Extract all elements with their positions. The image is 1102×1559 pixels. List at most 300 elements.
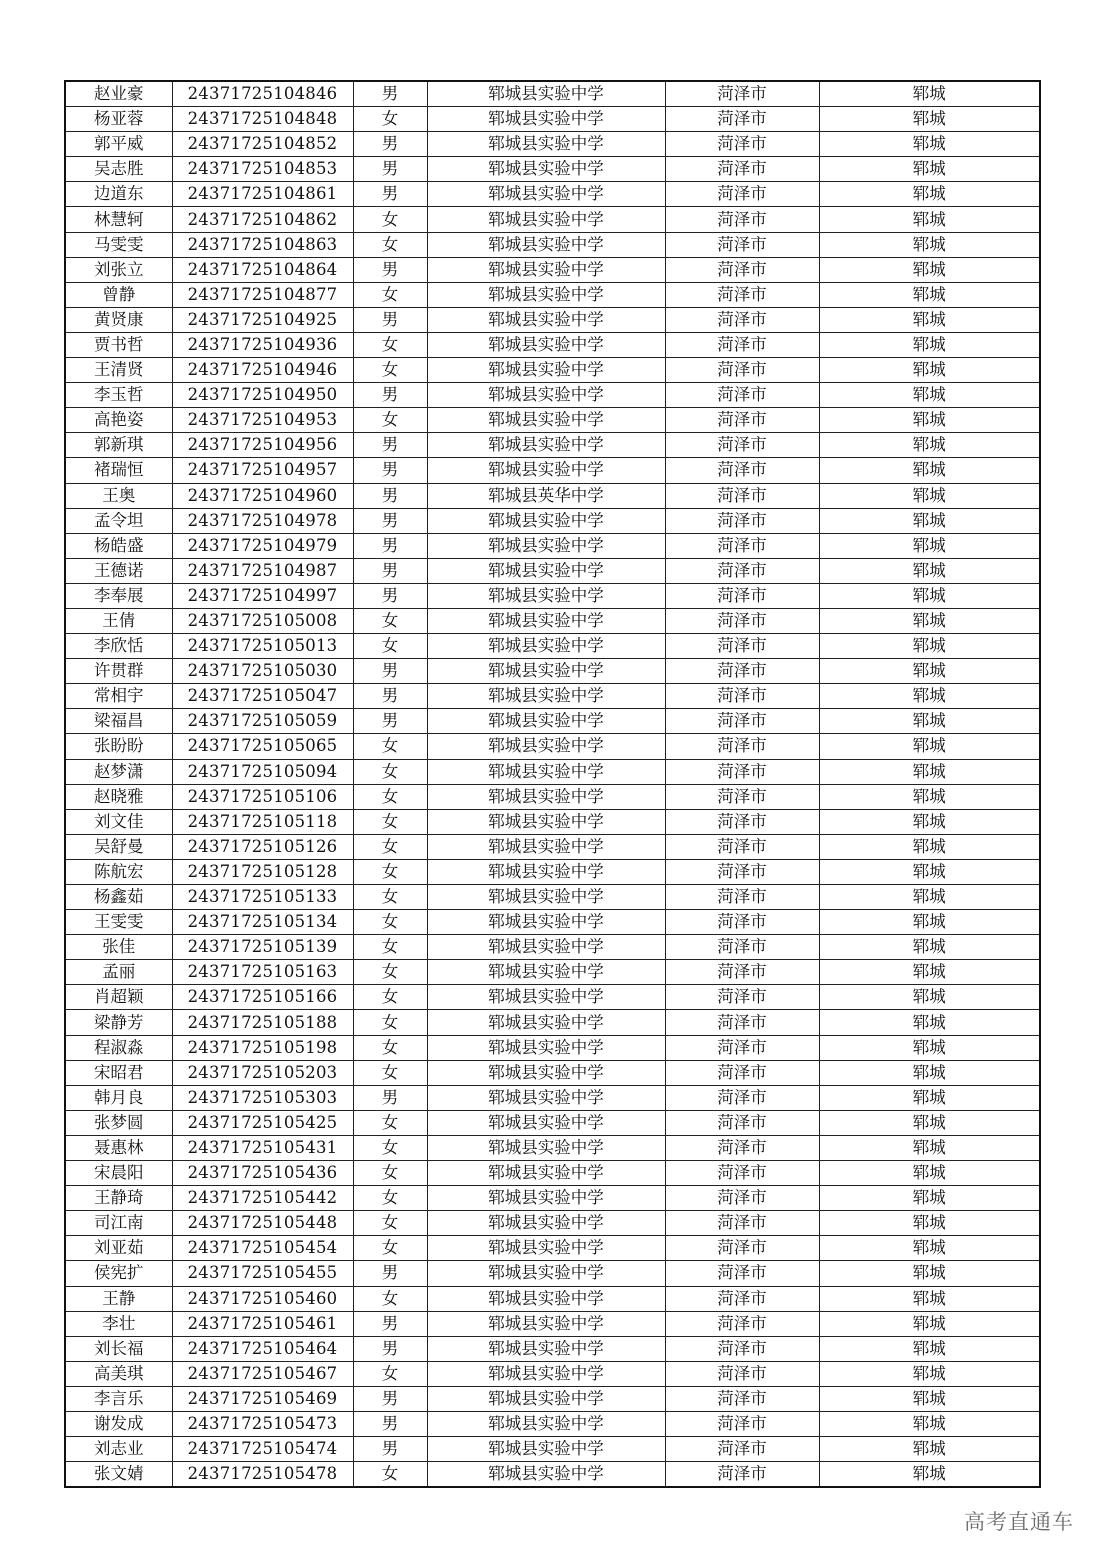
student-name-cell: 梁福昌: [65, 709, 172, 734]
county-cell: 郓城: [819, 1336, 1040, 1361]
school-cell: 郓城县实验中学: [427, 383, 665, 408]
county-cell: 郓城: [819, 458, 1040, 483]
school-cell: 郓城县实验中学: [427, 282, 665, 307]
county-cell: 郓城: [819, 1161, 1040, 1186]
gender-cell: 男: [353, 307, 427, 332]
table-row: [65, 257, 1040, 282]
county-cell: 郓城: [819, 1135, 1040, 1160]
school-cell: 郓城县实验中学: [427, 107, 665, 132]
table-row: [65, 1010, 1040, 1035]
student-name-cell: 李玉哲: [65, 383, 172, 408]
student-name-cell: 宋晨阳: [65, 1161, 172, 1186]
county-cell: 郓城: [819, 759, 1040, 784]
school-cell: 郓城县实验中学: [427, 834, 665, 859]
student-name-cell: 常相宇: [65, 684, 172, 709]
student-name-cell: 李言乐: [65, 1386, 172, 1411]
student-name-cell: 韩月良: [65, 1085, 172, 1110]
student-name-cell: 边道东: [65, 182, 172, 207]
county-cell: 郓城: [819, 634, 1040, 659]
city-cell: 菏泽市: [665, 1010, 819, 1035]
city-cell: 菏泽市: [665, 232, 819, 257]
table-row: [65, 483, 1040, 508]
county-cell: 郓城: [819, 1186, 1040, 1211]
exam-id-cell: 24371725105198: [172, 1035, 353, 1060]
city-cell: 菏泽市: [665, 332, 819, 357]
student-name-cell: 王倩: [65, 608, 172, 633]
city-cell: 菏泽市: [665, 1361, 819, 1386]
county-cell: 郓城: [819, 1286, 1040, 1311]
county-cell: 郓城: [819, 859, 1040, 884]
student-name-cell: 刘文佳: [65, 809, 172, 834]
city-cell: 菏泽市: [665, 307, 819, 332]
school-cell: 郓城县实验中学: [427, 1386, 665, 1411]
student-name-cell: 王清贤: [65, 358, 172, 383]
exam-id-cell: 24371725104848: [172, 107, 353, 132]
school-cell: 郓城县实验中学: [427, 458, 665, 483]
student-name-cell: 程淑淼: [65, 1035, 172, 1060]
student-name-cell: 陈航宏: [65, 859, 172, 884]
student-name-cell: 刘张立: [65, 257, 172, 282]
gender-cell: 女: [353, 408, 427, 433]
exam-id-cell: 24371725105455: [172, 1261, 353, 1286]
school-cell: 郓城县实验中学: [427, 508, 665, 533]
city-cell: 菏泽市: [665, 634, 819, 659]
table-row: [65, 383, 1040, 408]
gender-cell: 女: [353, 634, 427, 659]
gender-cell: 男: [353, 257, 427, 282]
city-cell: 菏泽市: [665, 1135, 819, 1160]
county-cell: 郓城: [819, 182, 1040, 207]
county-cell: 郓城: [819, 257, 1040, 282]
school-cell: 郓城县实验中学: [427, 684, 665, 709]
county-cell: 郓城: [819, 684, 1040, 709]
gender-cell: 女: [353, 332, 427, 357]
student-name-cell: 李欣恬: [65, 634, 172, 659]
city-cell: 菏泽市: [665, 1336, 819, 1361]
gender-cell: 女: [353, 1211, 427, 1236]
student-name-cell: 王雯雯: [65, 910, 172, 935]
gender-cell: 男: [353, 81, 427, 107]
gender-cell: 女: [353, 960, 427, 985]
county-cell: 郓城: [819, 383, 1040, 408]
student-name-cell: 贾书哲: [65, 332, 172, 357]
city-cell: 菏泽市: [665, 759, 819, 784]
county-cell: 郓城: [819, 132, 1040, 157]
table-row: [65, 1361, 1040, 1386]
exam-id-cell: 24371725104987: [172, 558, 353, 583]
county-cell: 郓城: [819, 1010, 1040, 1035]
exam-id-cell: 24371725105128: [172, 859, 353, 884]
school-cell: 郓城县实验中学: [427, 433, 665, 458]
gender-cell: 女: [353, 207, 427, 232]
county-cell: 郓城: [819, 508, 1040, 533]
student-name-cell: 聂惠林: [65, 1135, 172, 1160]
table-row: [65, 684, 1040, 709]
county-cell: 郓城: [819, 558, 1040, 583]
exam-id-cell: 24371725104852: [172, 132, 353, 157]
county-cell: 郓城: [819, 1311, 1040, 1336]
school-cell: 郓城县实验中学: [427, 709, 665, 734]
school-cell: 郓城县实验中学: [427, 1236, 665, 1261]
school-cell: 郓城县实验中学: [427, 1311, 665, 1336]
exam-id-cell: 24371725105467: [172, 1361, 353, 1386]
gender-cell: 女: [353, 107, 427, 132]
city-cell: 菏泽市: [665, 1211, 819, 1236]
city-cell: 菏泽市: [665, 383, 819, 408]
gender-cell: 女: [353, 1035, 427, 1060]
exam-id-cell: 24371725105425: [172, 1110, 353, 1135]
city-cell: 菏泽市: [665, 1411, 819, 1436]
exam-id-cell: 24371725105431: [172, 1135, 353, 1160]
city-cell: 菏泽市: [665, 132, 819, 157]
exam-id-cell: 24371725105448: [172, 1211, 353, 1236]
county-cell: 郓城: [819, 885, 1040, 910]
exam-id-cell: 24371725104997: [172, 583, 353, 608]
city-cell: 菏泽市: [665, 558, 819, 583]
county-cell: 郓城: [819, 1361, 1040, 1386]
exam-id-cell: 24371725104862: [172, 207, 353, 232]
exam-id-cell: 24371725105464: [172, 1336, 353, 1361]
gender-cell: 男: [353, 433, 427, 458]
exam-id-cell: 24371725104877: [172, 282, 353, 307]
student-name-cell: 褚瑞恒: [65, 458, 172, 483]
gender-cell: 女: [353, 985, 427, 1010]
table-row: [65, 634, 1040, 659]
exam-id-cell: 24371725105030: [172, 659, 353, 684]
city-cell: 菏泽市: [665, 809, 819, 834]
school-cell: 郓城县实验中学: [427, 157, 665, 182]
gender-cell: 女: [353, 1286, 427, 1311]
county-cell: 郓城: [819, 1060, 1040, 1085]
exam-id-cell: 24371725104925: [172, 307, 353, 332]
gender-cell: 男: [353, 1386, 427, 1411]
student-name-cell: 杨皓盛: [65, 533, 172, 558]
roster-body: [65, 81, 1040, 1487]
exam-id-cell: 24371725104956: [172, 433, 353, 458]
student-name-cell: 孟丽: [65, 960, 172, 985]
exam-id-cell: 24371725105461: [172, 1311, 353, 1336]
city-cell: 菏泽市: [665, 709, 819, 734]
school-cell: 郓城县实验中学: [427, 634, 665, 659]
city-cell: 菏泽市: [665, 182, 819, 207]
gender-cell: 女: [353, 1110, 427, 1135]
student-name-cell: 郭新琪: [65, 433, 172, 458]
table-row: [65, 1035, 1040, 1060]
city-cell: 菏泽市: [665, 935, 819, 960]
county-cell: 郓城: [819, 935, 1040, 960]
city-cell: 菏泽市: [665, 784, 819, 809]
gender-cell: 男: [353, 458, 427, 483]
county-cell: 郓城: [819, 1411, 1040, 1436]
school-cell: 郓城县英华中学: [427, 483, 665, 508]
table-row: [65, 433, 1040, 458]
county-cell: 郓城: [819, 282, 1040, 307]
city-cell: 菏泽市: [665, 408, 819, 433]
school-cell: 郓城县实验中学: [427, 1186, 665, 1211]
school-cell: 郓城县实验中学: [427, 985, 665, 1010]
exam-id-cell: 24371725105133: [172, 885, 353, 910]
school-cell: 郓城县实验中学: [427, 809, 665, 834]
table-row: [65, 207, 1040, 232]
exam-id-cell: 24371725104946: [172, 358, 353, 383]
student-name-cell: 张佳: [65, 935, 172, 960]
student-name-cell: 杨鑫茹: [65, 885, 172, 910]
gender-cell: 女: [353, 859, 427, 884]
county-cell: 郓城: [819, 232, 1040, 257]
school-cell: 郓城县实验中学: [427, 1211, 665, 1236]
city-cell: 菏泽市: [665, 157, 819, 182]
student-name-cell: 赵晓雅: [65, 784, 172, 809]
table-row: [65, 935, 1040, 960]
county-cell: 郓城: [819, 1035, 1040, 1060]
table-row: [65, 107, 1040, 132]
school-cell: 郓城县实验中学: [427, 533, 665, 558]
gender-cell: 女: [353, 734, 427, 759]
school-cell: 郓城县实验中学: [427, 232, 665, 257]
student-name-cell: 许贯群: [65, 659, 172, 684]
student-name-cell: 王奥: [65, 483, 172, 508]
student-name-cell: 谢发成: [65, 1411, 172, 1436]
gender-cell: 女: [353, 1161, 427, 1186]
school-cell: 郓城县实验中学: [427, 207, 665, 232]
school-cell: 郓城县实验中学: [427, 408, 665, 433]
school-cell: 郓城县实验中学: [427, 1110, 665, 1135]
table-row: [65, 1437, 1040, 1462]
exam-id-cell: 24371725105469: [172, 1386, 353, 1411]
city-cell: 菏泽市: [665, 257, 819, 282]
table-row: [65, 1311, 1040, 1336]
student-name-cell: 宋昭君: [65, 1060, 172, 1085]
exam-id-cell: 24371725104864: [172, 257, 353, 282]
table-row: [65, 910, 1040, 935]
school-cell: 郓城县实验中学: [427, 1010, 665, 1035]
gender-cell: 女: [353, 1010, 427, 1035]
school-cell: 郓城县实验中学: [427, 759, 665, 784]
exam-id-cell: 24371725104979: [172, 533, 353, 558]
student-name-cell: 吴舒曼: [65, 834, 172, 859]
city-cell: 菏泽市: [665, 1311, 819, 1336]
table-row: [65, 232, 1040, 257]
school-cell: 郓城县实验中学: [427, 1462, 665, 1488]
city-cell: 菏泽市: [665, 483, 819, 508]
school-cell: 郓城县实验中学: [427, 1261, 665, 1286]
gender-cell: 女: [353, 358, 427, 383]
table-row: [65, 608, 1040, 633]
gender-cell: 男: [353, 132, 427, 157]
table-row: [65, 759, 1040, 784]
gender-cell: 男: [353, 1261, 427, 1286]
county-cell: 郓城: [819, 608, 1040, 633]
gender-cell: 女: [353, 232, 427, 257]
table-row: [65, 81, 1040, 107]
table-row: [65, 1236, 1040, 1261]
exam-id-cell: 24371725105303: [172, 1085, 353, 1110]
student-name-cell: 杨亚蓉: [65, 107, 172, 132]
city-cell: 菏泽市: [665, 107, 819, 132]
table-row: [65, 1386, 1040, 1411]
student-name-cell: 王德诺: [65, 558, 172, 583]
county-cell: 郓城: [819, 157, 1040, 182]
county-cell: 郓城: [819, 1261, 1040, 1286]
table-row: [65, 960, 1040, 985]
student-name-cell: 王静琦: [65, 1186, 172, 1211]
county-cell: 郓城: [819, 533, 1040, 558]
school-cell: 郓城县实验中学: [427, 81, 665, 107]
student-name-cell: 曾静: [65, 282, 172, 307]
table-row: [65, 659, 1040, 684]
gender-cell: 女: [353, 759, 427, 784]
city-cell: 菏泽市: [665, 1110, 819, 1135]
county-cell: 郓城: [819, 910, 1040, 935]
student-name-cell: 梁静芳: [65, 1010, 172, 1035]
city-cell: 菏泽市: [665, 508, 819, 533]
student-name-cell: 张盼盼: [65, 734, 172, 759]
city-cell: 菏泽市: [665, 583, 819, 608]
school-cell: 郓城县实验中学: [427, 307, 665, 332]
table-row: [65, 809, 1040, 834]
city-cell: 菏泽市: [665, 1085, 819, 1110]
table-row: [65, 859, 1040, 884]
exam-id-cell: 24371725104957: [172, 458, 353, 483]
city-cell: 菏泽市: [665, 282, 819, 307]
student-name-cell: 刘长福: [65, 1336, 172, 1361]
exam-id-cell: 24371725105065: [172, 734, 353, 759]
county-cell: 郓城: [819, 834, 1040, 859]
school-cell: 郓城县实验中学: [427, 583, 665, 608]
student-name-cell: 李壮: [65, 1311, 172, 1336]
school-cell: 郓城县实验中学: [427, 1286, 665, 1311]
city-cell: 菏泽市: [665, 1462, 819, 1488]
city-cell: 菏泽市: [665, 433, 819, 458]
school-cell: 郓城县实验中学: [427, 257, 665, 282]
table-row: [65, 1261, 1040, 1286]
school-cell: 郓城县实验中学: [427, 332, 665, 357]
table-row: [65, 508, 1040, 533]
gender-cell: 男: [353, 483, 427, 508]
gender-cell: 男: [353, 659, 427, 684]
school-cell: 郓城县实验中学: [427, 910, 665, 935]
gender-cell: 男: [353, 1311, 427, 1336]
student-name-cell: 司江南: [65, 1211, 172, 1236]
county-cell: 郓城: [819, 358, 1040, 383]
student-name-cell: 马雯雯: [65, 232, 172, 257]
city-cell: 菏泽市: [665, 207, 819, 232]
county-cell: 郓城: [819, 1211, 1040, 1236]
exam-id-cell: 24371725104936: [172, 332, 353, 357]
school-cell: 郓城县实验中学: [427, 1060, 665, 1085]
city-cell: 菏泽市: [665, 1161, 819, 1186]
exam-id-cell: 24371725105013: [172, 634, 353, 659]
table-row: [65, 583, 1040, 608]
table-row: [65, 1135, 1040, 1160]
student-name-cell: 刘志业: [65, 1437, 172, 1462]
table-row: [65, 734, 1040, 759]
table-row: [65, 985, 1040, 1010]
exam-id-cell: 24371725104863: [172, 232, 353, 257]
gender-cell: 男: [353, 1336, 427, 1361]
gender-cell: 女: [353, 282, 427, 307]
exam-id-cell: 24371725105008: [172, 608, 353, 633]
exam-id-cell: 24371725104846: [172, 81, 353, 107]
school-cell: 郓城县实验中学: [427, 784, 665, 809]
gender-cell: 女: [353, 1186, 427, 1211]
table-row: [65, 458, 1040, 483]
city-cell: 菏泽市: [665, 81, 819, 107]
city-cell: 菏泽市: [665, 608, 819, 633]
gender-cell: 女: [353, 809, 427, 834]
exam-id-cell: 24371725105166: [172, 985, 353, 1010]
county-cell: 郓城: [819, 408, 1040, 433]
school-cell: 郓城县实验中学: [427, 132, 665, 157]
table-row: [65, 1286, 1040, 1311]
school-cell: 郓城县实验中学: [427, 182, 665, 207]
city-cell: 菏泽市: [665, 985, 819, 1010]
table-row: [65, 784, 1040, 809]
table-row: [65, 307, 1040, 332]
student-name-cell: 吴志胜: [65, 157, 172, 182]
exam-id-cell: 24371725105442: [172, 1186, 353, 1211]
gender-cell: 女: [353, 1060, 427, 1085]
gender-cell: 女: [353, 885, 427, 910]
school-cell: 郓城县实验中学: [427, 1035, 665, 1060]
exam-id-cell: 24371725104978: [172, 508, 353, 533]
city-cell: 菏泽市: [665, 1437, 819, 1462]
gender-cell: 男: [353, 1411, 427, 1436]
table-row: [65, 358, 1040, 383]
school-cell: 郓城县实验中学: [427, 960, 665, 985]
student-name-cell: 王静: [65, 1286, 172, 1311]
city-cell: 菏泽市: [665, 1261, 819, 1286]
school-cell: 郓城县实验中学: [427, 608, 665, 633]
student-name-cell: 赵业豪: [65, 81, 172, 107]
city-cell: 菏泽市: [665, 1386, 819, 1411]
table-row: [65, 533, 1040, 558]
exam-id-cell: 24371725105047: [172, 684, 353, 709]
county-cell: 郓城: [819, 307, 1040, 332]
city-cell: 菏泽市: [665, 1236, 819, 1261]
county-cell: 郓城: [819, 483, 1040, 508]
exam-id-cell: 24371725104853: [172, 157, 353, 182]
gender-cell: 男: [353, 383, 427, 408]
gender-cell: 女: [353, 1135, 427, 1160]
exam-id-cell: 24371725104953: [172, 408, 353, 433]
student-name-cell: 李奉展: [65, 583, 172, 608]
exam-id-cell: 24371725105126: [172, 834, 353, 859]
school-cell: 郓城县实验中学: [427, 1361, 665, 1386]
gender-cell: 男: [353, 583, 427, 608]
school-cell: 郓城县实验中学: [427, 558, 665, 583]
gender-cell: 男: [353, 157, 427, 182]
gender-cell: 男: [353, 1085, 427, 1110]
exam-id-cell: 24371725105106: [172, 784, 353, 809]
gender-cell: 女: [353, 935, 427, 960]
county-cell: 郓城: [819, 332, 1040, 357]
city-cell: 菏泽市: [665, 458, 819, 483]
gender-cell: 女: [353, 1361, 427, 1386]
city-cell: 菏泽市: [665, 1035, 819, 1060]
county-cell: 郓城: [819, 1085, 1040, 1110]
school-cell: 郓城县实验中学: [427, 1437, 665, 1462]
table-row: [65, 1336, 1040, 1361]
table-row: [65, 132, 1040, 157]
table-row: [65, 885, 1040, 910]
exam-id-cell: 24371725105203: [172, 1060, 353, 1085]
city-cell: 菏泽市: [665, 358, 819, 383]
city-cell: 菏泽市: [665, 1186, 819, 1211]
exam-id-cell: 24371725104950: [172, 383, 353, 408]
city-cell: 菏泽市: [665, 659, 819, 684]
student-roster-table: [64, 80, 1041, 1488]
